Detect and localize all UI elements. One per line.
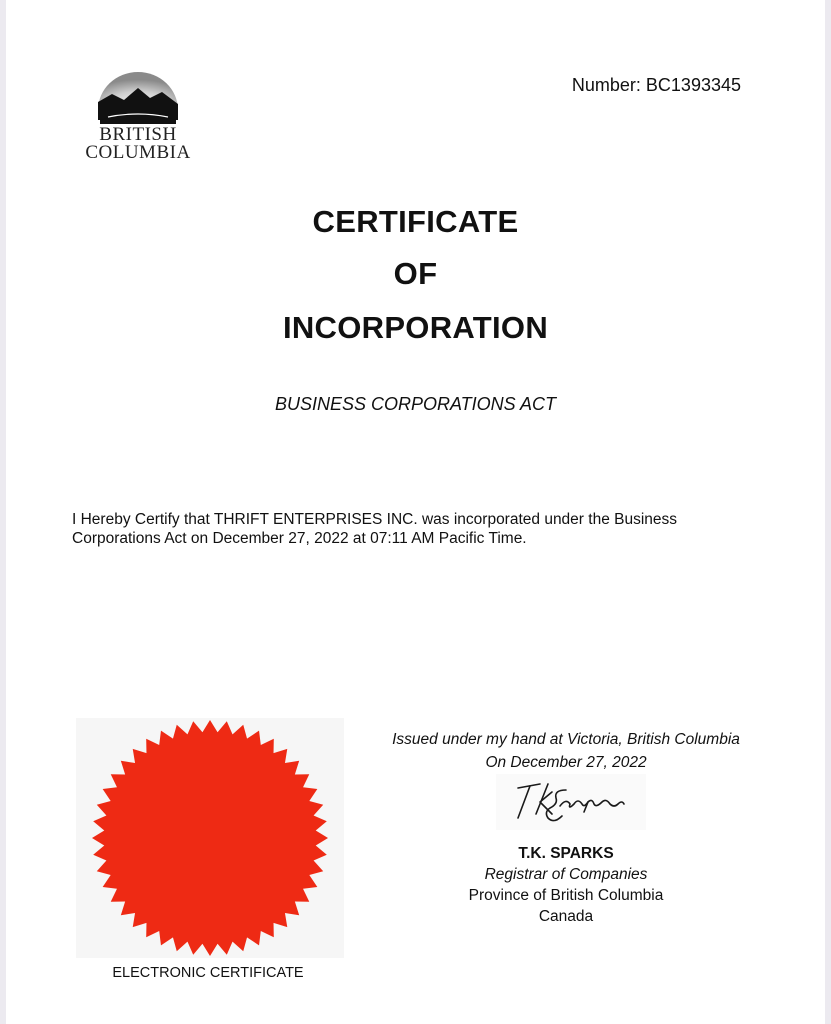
logo-line-british: BRITISH: [99, 124, 177, 145]
signatory-country: Canada: [538, 908, 594, 925]
seal-panel: [76, 718, 344, 958]
title-line-incorporation: INCORPORATION: [282, 310, 549, 345]
red-seal-icon: [76, 718, 344, 958]
signatory-province: Province of British Columbia: [468, 887, 664, 904]
title-line-certificate: CERTIFICATE: [312, 204, 519, 239]
act-subtitle: BUSINESS CORPORATIONS ACT: [274, 394, 557, 414]
sunrise-mountain-icon: [80, 70, 196, 126]
certificate-page: [6, 0, 825, 1024]
british-columbia-logo: [80, 70, 196, 166]
title-line-of: OF: [393, 256, 438, 291]
issued-location: Issued under my hand at Victoria, British Columbia: [392, 731, 740, 748]
issued-date: On December 27, 2022: [485, 754, 647, 771]
certificate-number: Number: BC1393345: [571, 75, 741, 95]
signatory-role: Registrar of Companies: [484, 866, 648, 883]
logo-line-columbia: COLUMBIA: [85, 142, 191, 163]
seal-caption: ELECTRONIC CERTIFICATE: [112, 965, 304, 981]
statement-line-1: I Hereby Certify that THRIFT ENTERPRISES INC. was incorporated under the Business: [72, 511, 678, 528]
signatory-name: T.K. SPARKS: [518, 845, 614, 862]
certification-statement: [72, 510, 762, 548]
statement-line-2: Corporations Act on December 27, 2022 at 07:11 AM Pacific Time.: [72, 530, 527, 547]
handwritten-signature: [496, 774, 646, 830]
signature-icon: [496, 774, 646, 830]
